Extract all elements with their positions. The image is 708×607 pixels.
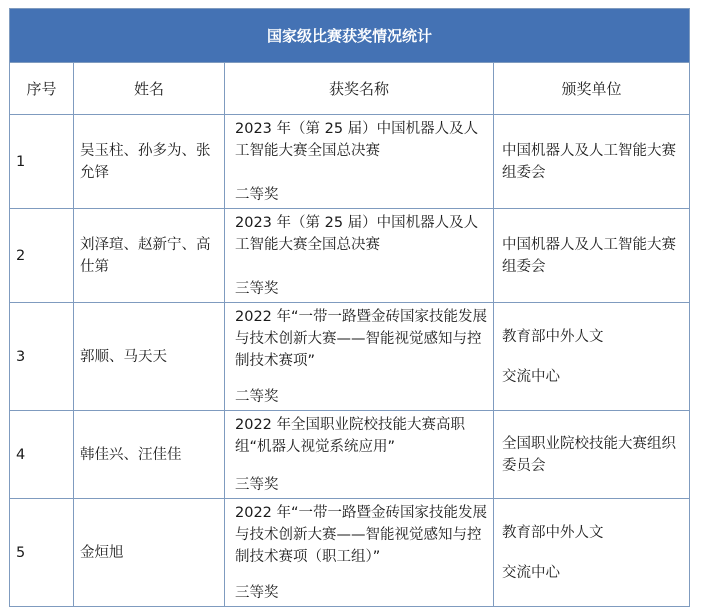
row-name: 金烜旭 — [74, 499, 225, 607]
table-row — [10, 209, 690, 303]
award-name: 2022 年全国职业院校技能大赛高职组“机器人视觉系统应用” — [235, 417, 466, 455]
row-no: 5 — [10, 499, 74, 607]
row-no: 2 — [10, 209, 74, 303]
award-name: 2023 年（第 25 届）中国机器人及人工智能大赛全国总决赛 — [235, 121, 479, 159]
row-no: 3 — [10, 303, 74, 411]
row-org — [494, 411, 690, 499]
org-line: 教育部中外人文 — [502, 328, 604, 345]
award-level: 三等奖 — [235, 585, 279, 601]
table-title: 国家级比赛获奖情况统计 — [10, 9, 690, 63]
table-row — [10, 411, 690, 499]
table-row — [10, 303, 690, 411]
award-table — [9, 8, 690, 607]
header-award: 获奖名称 — [225, 63, 494, 115]
award-name: 2022 年“一带一路暨金砖国家技能发展与技术创新大赛——智能视觉感知与控制技术赛项” — [235, 309, 488, 369]
row-name: 韩佳兴、汪佳佳 — [74, 411, 225, 499]
award-level: 三等奖 — [235, 477, 279, 493]
row-org — [494, 499, 690, 607]
award-level: 二等奖 — [235, 187, 279, 203]
header-no: 序号 — [10, 63, 74, 115]
award-level: 二等奖 — [235, 389, 279, 405]
row-org — [494, 209, 690, 303]
row-name: 刘泽瑄、赵新宁、高仕第 — [74, 209, 225, 303]
row-no: 4 — [10, 411, 74, 499]
org-line: 交流中心 — [502, 564, 560, 581]
row-award — [225, 303, 494, 411]
table-row — [10, 115, 690, 209]
row-name: 郭顺、马天天 — [74, 303, 225, 411]
award-name: 2022 年“一带一路暨金砖国家技能发展与技术创新大赛——智能视觉感知与控制技术赛项（职工组）” — [235, 505, 488, 565]
org-line: 全国职业院校技能大赛组织委员会 — [502, 435, 676, 474]
row-award — [225, 115, 494, 209]
table-row — [10, 499, 690, 607]
header-org: 颁奖单位 — [494, 63, 690, 115]
org-line: 中国机器人及人工智能大赛组委会 — [502, 142, 676, 181]
org-line: 交流中心 — [502, 368, 560, 385]
row-name: 吴玉柱、孙多为、张允铎 — [74, 115, 225, 209]
row-award — [225, 499, 494, 607]
header-row — [10, 63, 690, 115]
award-table-container — [9, 8, 689, 607]
org-line: 教育部中外人文 — [502, 524, 604, 541]
award-level: 三等奖 — [235, 281, 279, 297]
row-no: 1 — [10, 115, 74, 209]
row-award — [225, 411, 494, 499]
org-line: 中国机器人及人工智能大赛组委会 — [502, 236, 676, 275]
header-name: 姓名 — [74, 63, 225, 115]
row-org — [494, 115, 690, 209]
row-org — [494, 303, 690, 411]
award-name: 2023 年（第 25 届）中国机器人及人工智能大赛全国总决赛 — [235, 215, 479, 253]
row-award — [225, 209, 494, 303]
